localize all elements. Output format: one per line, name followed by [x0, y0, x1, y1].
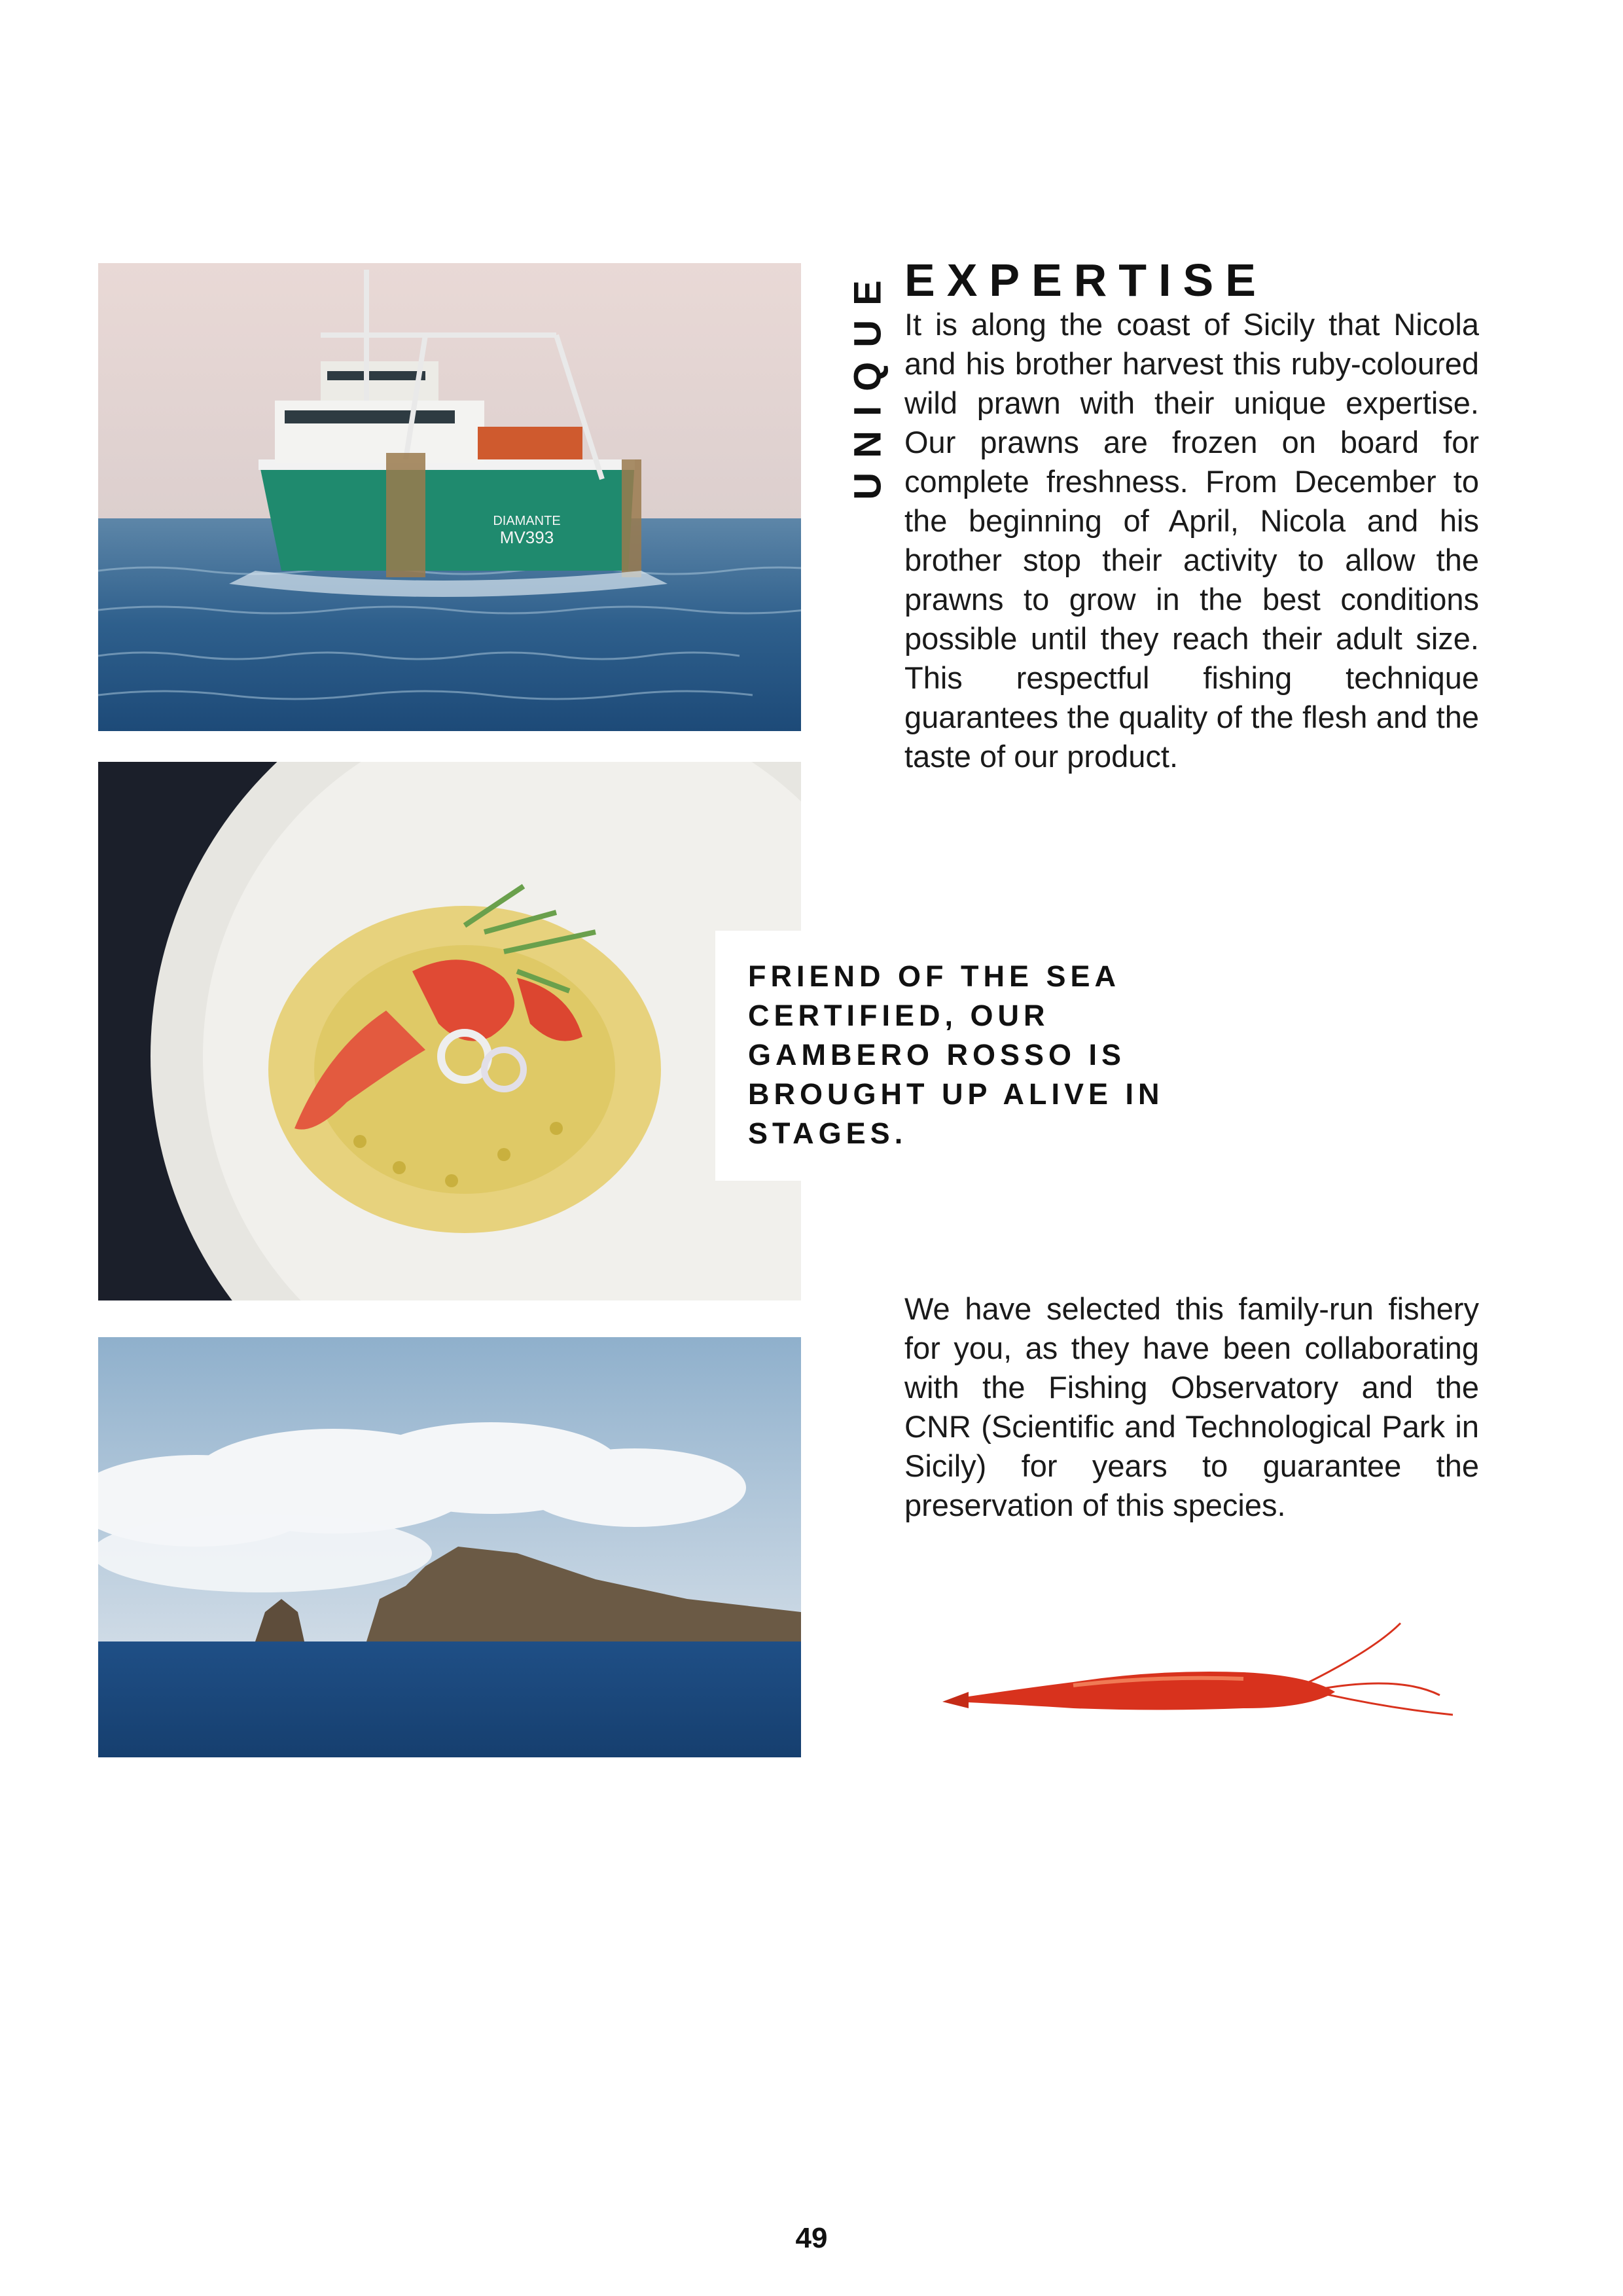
vertical-title-text: UNIQUE [846, 266, 889, 500]
fishery-paragraph: We have selected this family-run fishery for you, as they have been collaborating with the Fishing Observatory and the CNR (Scientific and Technological Park in Sicily) for years to guarantee the preservation of this species. [904, 1291, 1479, 1522]
page-number: 49 [795, 2222, 828, 2254]
boat-hull-number: MV393 [499, 528, 554, 547]
fishing-boat-photo [98, 263, 801, 731]
section-heading: EXPERTISE [904, 255, 1268, 306]
certification-callout [715, 931, 1213, 1181]
intro-paragraph: It is along the coast of Sicily that Nicola and his brother harvest this ruby-coloured wild prawn with their unique expertise. Our prawns are frozen on board for complete freshness. From December to the beginning of April, Nicola and his brother stop their activity to allow the prawns to grow in the best conditions possible until they reach their adult size. This respectful fishing technique guarantees the quality of the flesh and the taste of our product. [904, 307, 1479, 774]
island-seascape-photo [98, 1337, 801, 1757]
vertical-title-unique [848, 262, 887, 504]
callout-text: FRIEND OF THE SEA CERTIFIED, OUR GAMBERO ROSSO IS BROUGHT UP ALIVE IN STAGES. [748, 960, 1164, 1150]
red-prawn-photo [942, 1610, 1466, 1748]
prawn-dish-photo [98, 762, 801, 1300]
boat-hull-name: DIAMANTE [493, 514, 561, 528]
